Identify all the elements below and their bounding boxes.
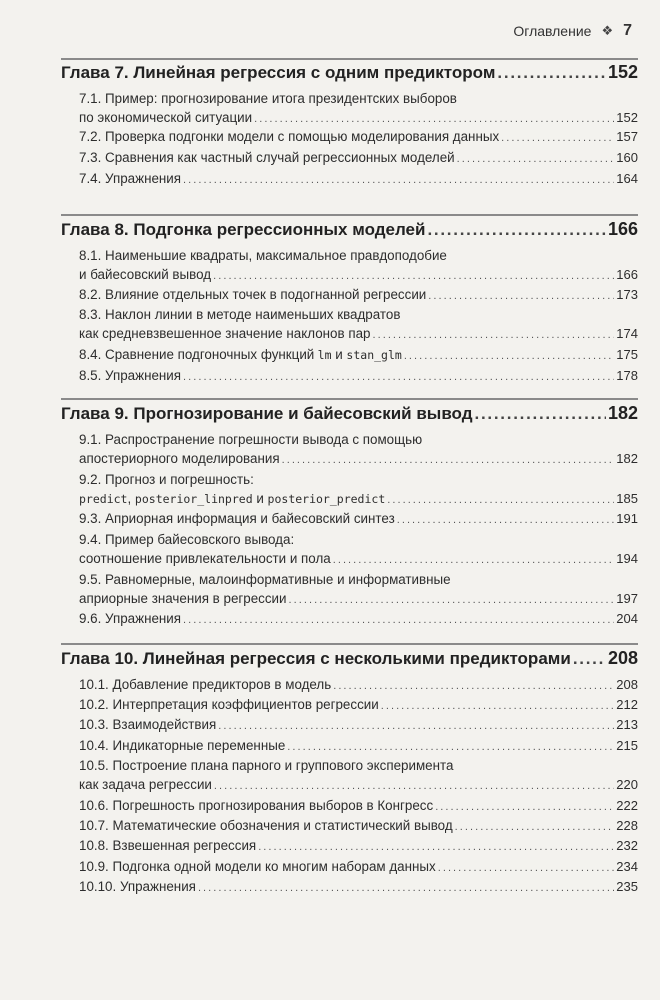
- leader-dots: [183, 171, 614, 190]
- entry-line: по экономической ситуации: [79, 110, 253, 125]
- leader-dots: [183, 368, 614, 387]
- chapter-title: Глава 9. Прогнозирование и байесовский вывод: [61, 404, 473, 423]
- toc-entry[interactable]: [79, 530, 638, 570]
- leader-dots: [404, 347, 614, 366]
- chapter-page: 182: [607, 403, 638, 423]
- toc-entry[interactable]: [79, 470, 638, 510]
- leader-dots: [457, 150, 615, 169]
- toc-entry[interactable]: [79, 285, 638, 306]
- leader-dots: [435, 798, 614, 817]
- running-header: [513, 22, 632, 40]
- toc-entry[interactable]: [79, 675, 638, 696]
- toc-entry[interactable]: [79, 836, 638, 857]
- header-title: Оглавление: [513, 23, 592, 39]
- entry-line: 10.6. Погрешность прогнозирования выборов в Конгресс: [79, 798, 434, 813]
- chapter-title: Глава 10. Линейная регрессия с несколькими предикторами: [61, 649, 571, 668]
- chapter-divider: [61, 643, 638, 645]
- entry-page: 191: [616, 511, 638, 526]
- leader-dots: [438, 859, 615, 878]
- entry-page: 228: [616, 818, 638, 833]
- entry-page: 185: [616, 491, 638, 506]
- toc-entry[interactable]: [79, 695, 638, 716]
- chapter-heading[interactable]: [61, 219, 638, 240]
- entry-page: 164: [616, 171, 638, 186]
- toc-entry[interactable]: [79, 366, 638, 387]
- entry-line: 8.2. Влияние отдельных точек в подогнанной регрессии: [79, 287, 427, 302]
- leader-dots: [497, 63, 606, 83]
- entry-connector: ,: [127, 491, 135, 506]
- entry-page: 204: [616, 611, 638, 626]
- code-term: lm: [317, 348, 332, 362]
- toc-entry[interactable]: [79, 715, 638, 736]
- entry-page: 157: [616, 129, 638, 144]
- leader-dots: [183, 611, 614, 630]
- toc-entry[interactable]: [79, 305, 638, 345]
- entry-page: 178: [616, 368, 638, 383]
- chapter-title: Глава 7. Линейная регрессия с одним предиктором: [61, 63, 496, 82]
- chapter-title: Глава 8. Подгонка регрессионных моделей: [61, 220, 426, 239]
- chapter-divider: [61, 398, 638, 400]
- leader-dots: [381, 697, 615, 716]
- entry-line: и байесовский вывод: [79, 267, 212, 282]
- entry-line: 10.9. Подгонка одной модели ко многим наборам данных: [79, 859, 436, 874]
- entry-page: 213: [616, 717, 638, 732]
- leader-dots: [475, 404, 606, 424]
- chapter-page: 152: [607, 62, 638, 82]
- entry-line: соотношение привлекательности и пола: [79, 551, 331, 566]
- toc-entry[interactable]: [79, 756, 638, 796]
- entry-page: 194: [616, 551, 638, 566]
- leader-dots: [214, 777, 614, 796]
- chapter-heading[interactable]: [61, 403, 638, 424]
- entry-line: 9.2. Прогноз и погрешность:: [79, 472, 254, 487]
- entry-line: 9.1. Распространение погрешности вывода с помощью: [79, 432, 423, 447]
- code-term: posterior_predict: [267, 492, 386, 506]
- entry-line: апостериорного моделирования: [79, 451, 280, 466]
- leader-dots: [282, 451, 615, 470]
- toc-entry[interactable]: [79, 509, 638, 530]
- entry-page: 212: [616, 697, 638, 712]
- leader-dots: [427, 220, 605, 240]
- code-term: predict: [79, 492, 128, 506]
- leader-dots: [287, 738, 614, 757]
- leader-dots: [333, 551, 615, 570]
- toc-entry[interactable]: [79, 127, 638, 148]
- leader-dots: [387, 491, 614, 510]
- entry-page: 152: [616, 110, 638, 125]
- entry-page: 174: [616, 326, 638, 341]
- code-term: stan_glm: [346, 348, 402, 362]
- entry-page: 222: [616, 798, 638, 813]
- toc-entry[interactable]: [79, 736, 638, 757]
- entry-line: 10.4. Индикаторные переменные: [79, 738, 286, 753]
- leader-dots: [289, 591, 615, 610]
- toc-entry[interactable]: [79, 877, 638, 898]
- entry-line: 7.1. Пример: прогнозирование итога президентских выборов: [79, 91, 457, 106]
- entry-line: 10.2. Интерпретация коэффициентов регрессии: [79, 697, 379, 712]
- entry-line: 9.6. Упражнения: [79, 611, 182, 626]
- entry-line: 10.1. Добавление предикторов в модель: [79, 677, 332, 692]
- entry-page: 160: [616, 150, 638, 165]
- entry-line: 8.4. Сравнение подгоночных функций: [79, 347, 315, 362]
- entry-line: как средневзвешенное значение наклонов пар: [79, 326, 371, 341]
- toc-entry[interactable]: [79, 246, 638, 286]
- entry-page: 175: [616, 347, 638, 362]
- entry-line: 10.10. Упражнения: [79, 879, 196, 894]
- entry-line: 10.5. Построение плана парного и группового эксперимента: [79, 758, 454, 773]
- entry-page: 232: [616, 838, 638, 853]
- chapter-page: 208: [607, 648, 638, 668]
- entry-page: 215: [616, 738, 638, 753]
- leader-dots: [397, 511, 615, 530]
- toc-entry[interactable]: [79, 345, 638, 366]
- leader-dots: [428, 287, 614, 306]
- leader-dots: [218, 717, 614, 736]
- entry-line: 8.5. Упражнения: [79, 368, 182, 383]
- entry-line: 10.8. Взвешенная регрессия: [79, 838, 257, 853]
- leader-dots: [372, 326, 614, 345]
- entry-line: как задача регрессии: [79, 777, 212, 792]
- entry-line: 7.3. Сравнения как частный случай регрессионных моделей: [79, 150, 455, 165]
- toc-entry[interactable]: [79, 857, 638, 878]
- entry-page: 208: [616, 677, 638, 692]
- leader-dots: [333, 677, 614, 696]
- entry-line: 7.4. Упражнения: [79, 171, 182, 186]
- chapter-divider: [61, 214, 638, 216]
- entry-page: 234: [616, 859, 638, 874]
- leader-dots: [501, 129, 614, 148]
- entry-page: 235: [616, 879, 638, 894]
- leader-dots: [455, 818, 615, 837]
- entry-page: 173: [616, 287, 638, 302]
- entry-line: 10.7. Математические обозначения и статистический вывод: [79, 818, 453, 833]
- entry-page: 182: [616, 451, 638, 466]
- toc-entry[interactable]: [79, 169, 638, 190]
- entry-page: 197: [616, 591, 638, 606]
- chapter-page: 166: [607, 219, 638, 239]
- entry-line: 9.5. Равномерные, малоинформативные и информативные: [79, 572, 451, 587]
- toc-entry[interactable]: [79, 796, 638, 817]
- entry-line: 9.3. Априорная информация и байесовский синтез: [79, 511, 395, 526]
- entry-line: 10.3. Взаимодействия: [79, 717, 217, 732]
- toc-entry[interactable]: [79, 89, 638, 129]
- entry-line: 8.1. Наименьшие квадраты, максимальное правдоподобие: [79, 248, 447, 263]
- toc-entry[interactable]: [79, 609, 638, 630]
- toc-entry[interactable]: [79, 816, 638, 837]
- entry-connector: и: [252, 491, 268, 506]
- leader-dots: [198, 879, 614, 898]
- toc-entry[interactable]: [79, 430, 638, 470]
- entry-connector: и: [331, 347, 347, 362]
- diamond-ornament-icon: ❖: [601, 23, 614, 38]
- leader-dots: [573, 649, 606, 669]
- entry-line: 9.4. Пример байесовского вывода:: [79, 532, 295, 547]
- entry-line: априорные значения в регрессии: [79, 591, 287, 606]
- entry-line: 8.3. Наклон линии в методе наименьших квадратов: [79, 307, 401, 322]
- chapter-heading[interactable]: [61, 648, 638, 669]
- entry-page: 220: [616, 777, 638, 792]
- code-term: posterior_linpred: [134, 492, 253, 506]
- page-number: 7: [623, 22, 632, 39]
- entry-page: 166: [616, 267, 638, 282]
- leader-dots: [258, 838, 614, 857]
- toc-entry[interactable]: [79, 570, 638, 610]
- chapter-divider: [61, 58, 638, 60]
- chapter-heading[interactable]: [61, 62, 638, 83]
- toc-entry[interactable]: [79, 148, 638, 169]
- entry-line: 7.2. Проверка подгонки модели с помощью моделирования данных: [79, 129, 500, 144]
- leader-dots: [213, 267, 614, 286]
